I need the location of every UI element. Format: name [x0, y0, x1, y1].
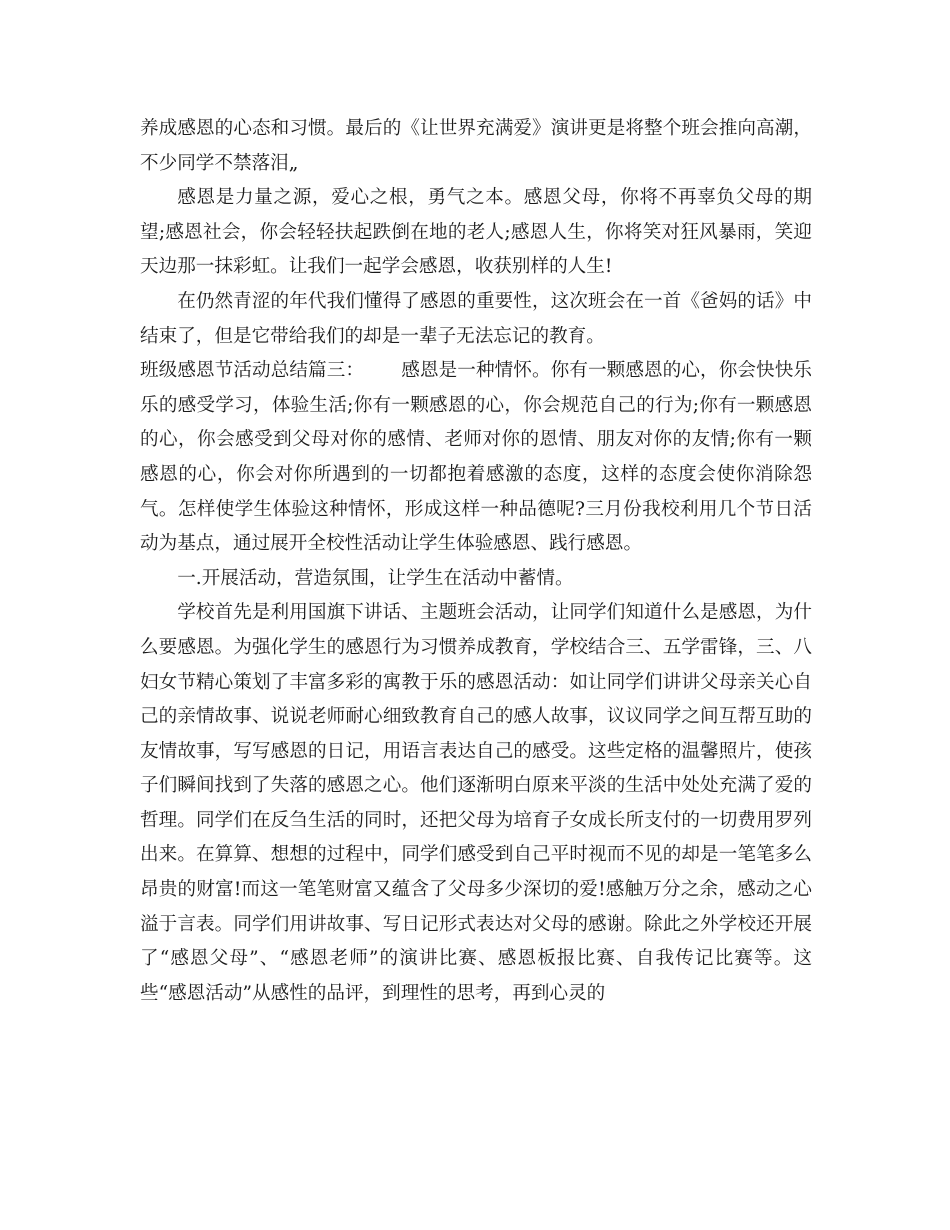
paragraph-3-text: 在仍然青涩的年代我们懂得了感恩的重要性，这次班会在一首《爸妈的话》中结束了，但是它带给我们的却是一辈子无法忘记的教育。: [140, 290, 812, 347]
paragraph-5: [140, 562, 812, 597]
paragraph-4-text: 感恩是一种情怀。你有一颗感恩的心，你会快快乐乐的感受学习，体验生活;你有一颗感恩的心，你会规范自己的行为;你有一颗感恩的心，你会感受到父母对你的感情、老师对你的恩情、朋友对你的友情;你有一颗感恩的心，你会对你所遇到的一切都抱着感激的态度，这样的态度会使你消除怨气。怎样使学生体验这种情怀，形成这样一种品德呢?三月份我校利用几个节日活动为基点，通过展开全校性活动让学生体验感恩、践行感恩。: [140, 360, 812, 555]
paragraph-1: [140, 112, 812, 181]
paragraph-2: [140, 181, 812, 285]
paragraph-2-text: 感恩是力量之源，爱心之根，勇气之本。感恩父母，你将不再辜负父母的期望;感恩社会，你会轻轻扶起跌倒在地的老人;感恩人生，你将笑对狂风暴雨，笑迎天边那一抹彩虹。让我们一起学会感恩，收获别样的人生!: [140, 187, 812, 278]
paragraph-5-text: 一.开展活动，营造氛围，让学生在活动中蓄情。: [177, 567, 574, 589]
paragraph-6: [140, 596, 812, 1011]
document-page: [140, 112, 812, 1011]
paragraph-6-text: 学校首先是利用国旗下讲话、主题班会活动，让同学们知道什么是感恩，为什么要感恩。为强化学生的感恩行为习惯养成教育，学校结合三、五学雷锋，三、八妇女节精心策划了丰富多彩的寓教于乐的感恩活动：如让同学们讲讲父母亲关心自己的亲情故事、说说老师耐心细致教育自己的感人故事，议议同学之间互帮互助的友情故事，写写感恩的日记，用语言表达自己的感受。这些定格的温馨照片，使孩子们瞬间找到了失落的感恩之心。他们逐渐明白原来平淡的生活中处处充满了爱的哲理。同学们在反刍生活的同时，还把父母为培育子女成长所支付的一切费用罗列出来。在算算、想想的过程中，同学们感受到自己平时视而不见的却是一笔笔多么昂贵的财富!而这一笔笔财富又蕴含了父母多少深切的爱!感触万分之余，感动之心溢于言表。同学们用讲故事、写日记形式表达对父母的感谢。除此之外学校还开展了“感恩父母”、“感恩老师”的演讲比赛、感恩板报比赛、自我传记比赛等。这些“感恩活动”从感性的品评，到理性的思考，再到心灵的: [140, 602, 812, 1004]
paragraph-1-text: 养成感恩的心态和习惯。最后的《让世界充满爱》演讲更是将整个班会推向高潮，不少同学不禁落泪„: [140, 118, 812, 174]
paragraph-4: [140, 354, 812, 562]
paragraph-3: [140, 285, 812, 354]
section-heading: 班级感恩节活动总结篇三：: [140, 360, 365, 382]
